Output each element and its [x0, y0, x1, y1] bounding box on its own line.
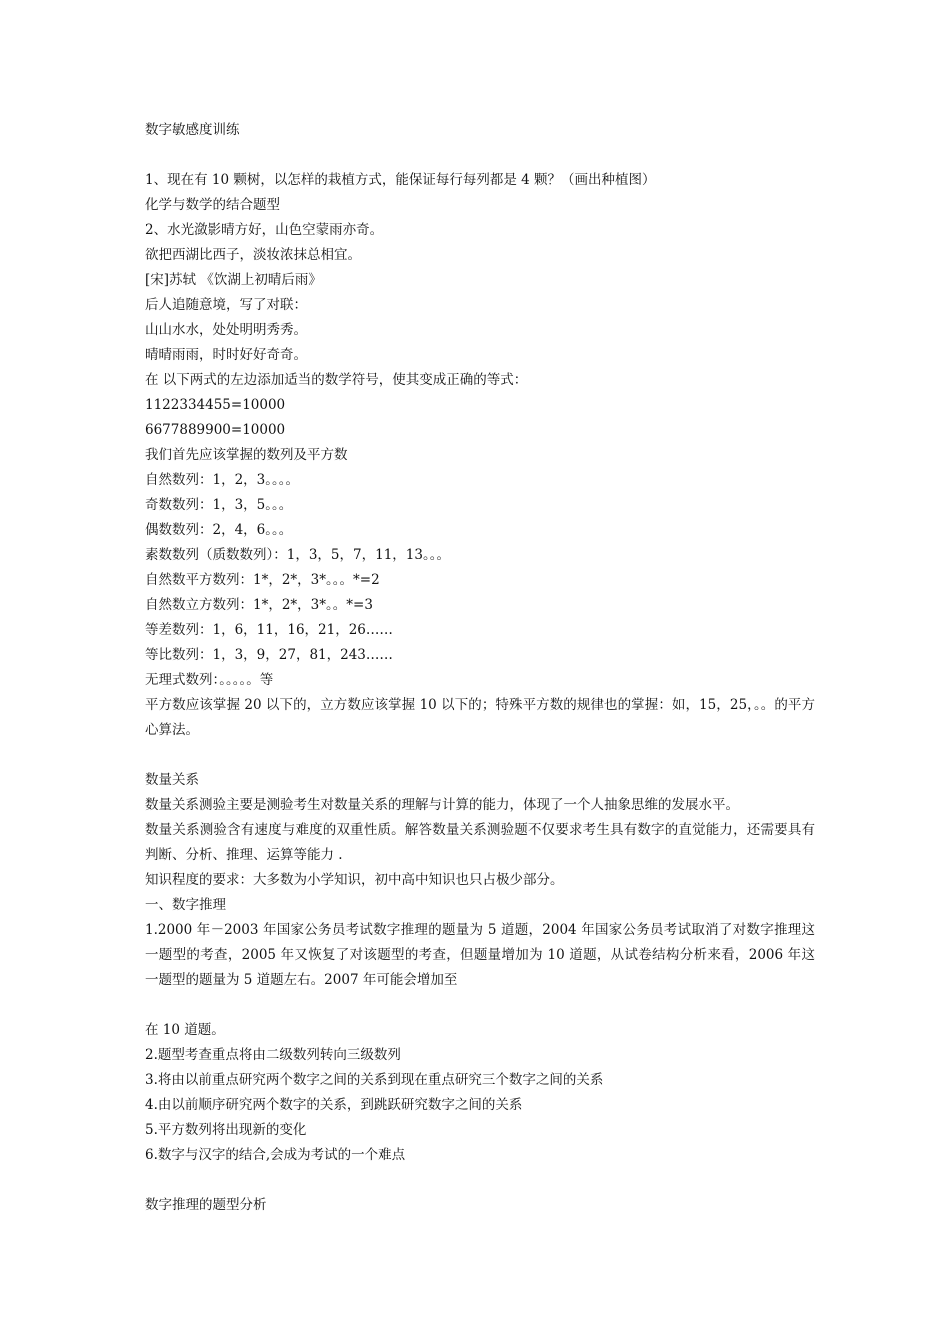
text-line: 奇数数列：1，3，5。。。	[145, 497, 293, 513]
text-line: 偶数数列：2，4，6。。。	[145, 522, 293, 538]
text-line: 自然数平方数列：1*，2*，3*。。。*=2	[145, 572, 380, 588]
text-line: 素数数列（质数数列）：1，3，5，7，11，13。。。	[145, 547, 450, 563]
paragraph: 平方数应该掌握 20 以下的，立方数应该掌握 10 以下的；特殊平方数的规律也的掌握：如，15，25，。。的平方心算法。	[145, 697, 815, 738]
page-title: 数字敏感度训练	[145, 122, 240, 138]
text-line: 1122334455=10000	[145, 397, 286, 413]
list-item: 6.数字与汉字的结合,会成为考试的一个难点	[145, 1147, 406, 1163]
blank-line	[145, 993, 815, 1018]
text-line: 在 以下两式的左边添加适当的数学符号，使其变成正确的等式：	[145, 372, 528, 388]
blank-line	[145, 143, 815, 168]
list-item: 4.由以前顺序研究两个数字的关系，到跳跃研究数字之间的关系	[145, 1097, 523, 1113]
blank-line	[145, 743, 815, 768]
text-line: 后人追随意境，写了对联：	[145, 297, 307, 313]
text-line: 无理式数列：。。。。。等	[145, 672, 274, 688]
text-line: 山山水水，处处明明秀秀。	[145, 322, 307, 338]
document-body	[145, 118, 815, 1218]
blank-line	[145, 1168, 815, 1193]
text-line: 等差数列：1，6，11，16，21，26……	[145, 622, 393, 638]
list-item: 5.平方数列将出现新的变化	[145, 1122, 307, 1138]
paragraph: 数量关系测验含有速度与难度的双重性质。解答数量关系测验题不仅要求考生具有数字的直觉能力，还需要具有判断、分析、推理、运算等能力 .	[145, 822, 815, 863]
text-line: 晴晴雨雨，时时好好奇奇。	[145, 347, 307, 363]
paragraph: 1.2000 年－2003 年国家公务员考试数字推理的题量为 5 道题，2004 年国家公务员考试取消了对数字推理这一题型的考查，2005 年又恢复了对该题型的考查，但题量增加为 10 道题，从试卷结构分析来看，2006 年这一题型的题量为 5 道题左右。2007 年可能会增加至	[145, 922, 815, 988]
text-line: 等比数列：1，3，9，27，81，243……	[145, 647, 393, 663]
list-item: 2.题型考查重点将由二级数列转向三级数列	[145, 1047, 401, 1063]
list-item: 3.将由以前重点研究两个数字之间的关系到现在重点研究三个数字之间的关系	[145, 1072, 604, 1088]
text-line: 我们首先应该掌握的数列及平方数	[145, 447, 348, 463]
text-line: 欲把西湖比西子，淡妆浓抹总相宜。	[145, 247, 361, 263]
text-line: 自然数列：1，2，3。。。。	[145, 472, 300, 488]
text-line: 在 10 道题。	[145, 1022, 225, 1038]
text-line: 数量关系测验主要是测验考生对数量关系的理解与计算的能力，体现了一个人抽象思维的发展水平。	[145, 797, 739, 813]
section-heading: 数字推理的题型分析	[145, 1197, 267, 1213]
text-line: 1、现在有 10 颗树，以怎样的栽植方式，能保证每行每列都是 4 颗？（画出种植图）	[145, 172, 656, 188]
text-line: 2、水光潋影晴方好，山色空蒙雨亦奇。	[145, 222, 384, 238]
text-line: 知识程度的要求：大多数为小学知识，初中高中知识也只占极少部分。	[145, 872, 564, 888]
text-line: 6677889900=10000	[145, 422, 286, 438]
text-line: 化学与数学的结合题型	[145, 197, 280, 213]
text-line: 自然数立方数列：1*，2*，3*。。*=3	[145, 597, 373, 613]
subsection-heading: 一、数字推理	[145, 897, 226, 913]
text-line: [宋]苏轼 《饮湖上初晴后雨》	[145, 272, 322, 288]
section-heading: 数量关系	[145, 772, 199, 788]
